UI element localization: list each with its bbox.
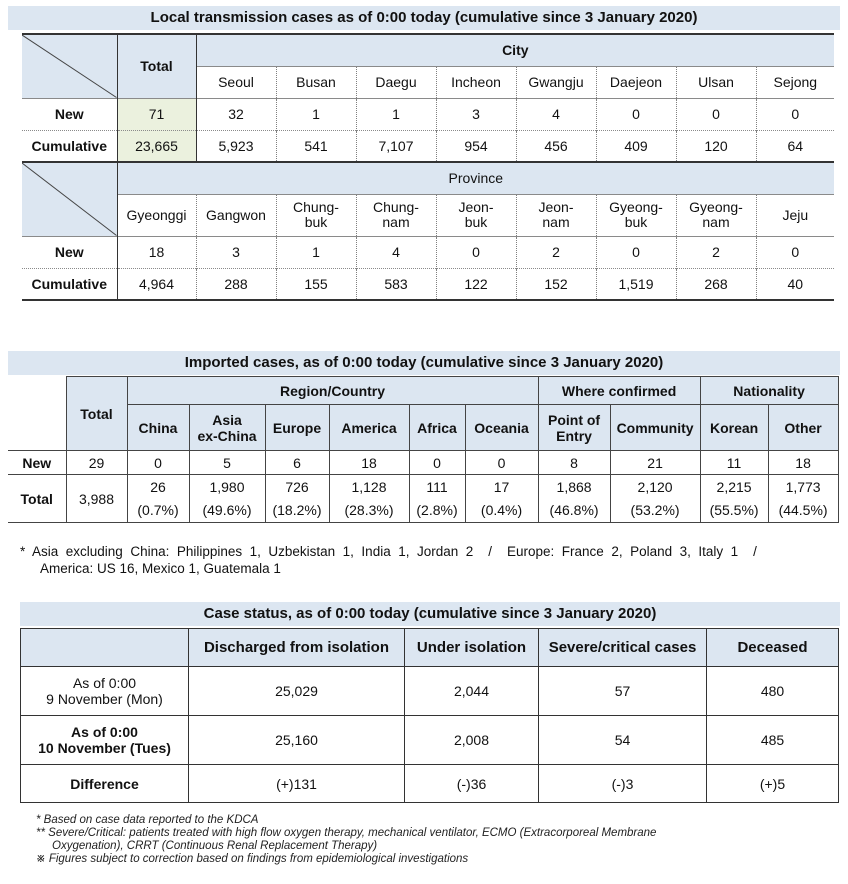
city-new-value: 4 — [516, 98, 596, 130]
imported-total-value: 2,215 — [700, 475, 768, 499]
new-row-label: New — [22, 98, 117, 130]
difference-value: (+)131 — [189, 765, 405, 803]
city-cumulative-value: 954 — [436, 130, 516, 162]
imported-total-total: 3,988 — [66, 475, 127, 523]
status-value: 485 — [707, 716, 839, 765]
status-column-header: Discharged from isolation — [189, 629, 405, 667]
province-name-header: Gyeong- nam — [676, 194, 756, 236]
status-row-label-line: 10 November (Tues) — [38, 740, 171, 756]
city-new-value: 1 — [276, 98, 356, 130]
city-new-value: 3 — [436, 98, 516, 130]
city-name-header: Ulsan — [676, 66, 756, 98]
imported-new-value: 0 — [127, 451, 189, 475]
province-cumulative-value: 152 — [516, 268, 596, 300]
province-new-value: 2 — [516, 236, 596, 268]
province-new-value: 0 — [756, 236, 834, 268]
province-name-header: Jeju — [756, 194, 834, 236]
imported-column-header: Korean — [700, 405, 768, 451]
province-new-value: 2 — [676, 236, 756, 268]
imported-percent-value: (49.6%) — [189, 499, 265, 523]
imported-new-value: 11 — [700, 451, 768, 475]
province-cumulative-value: 583 — [356, 268, 436, 300]
city-new-value: 0 — [756, 98, 834, 130]
imported-total-value: 1,868 — [538, 475, 610, 499]
city-new-value: 1 — [356, 98, 436, 130]
imported-percent-value: (46.8%) — [538, 499, 610, 523]
imported-percent-value: (0.7%) — [127, 499, 189, 523]
status-value: 25,029 — [189, 667, 405, 716]
city-cumulative-value: 541 — [276, 130, 356, 162]
province-new-value: 4 — [356, 236, 436, 268]
city-group-header: City — [196, 34, 834, 66]
province-new-value: 0 — [436, 236, 516, 268]
province-name-header: Jeon- nam — [516, 194, 596, 236]
status-row-label-line: 9 November (Mon) — [46, 691, 163, 707]
imported-note-line: America: US 16, Mexico 1, Guatemala 1 — [40, 561, 281, 576]
imported-new-label: New — [8, 451, 66, 475]
cumulative-row-label: Cumulative — [22, 130, 117, 162]
city-name-header: Incheon — [436, 66, 516, 98]
status-row-label-line: As of 0:00 — [72, 675, 137, 691]
imported-column-header: Community — [610, 405, 700, 451]
diagonal-line-icon — [22, 163, 117, 236]
status-table-title: Case status, as of 0:00 today (cumulative since 3 January 2020) — [20, 602, 840, 626]
imported-total-value: 26 — [127, 475, 189, 499]
city-name-header: Gwangju — [516, 66, 596, 98]
cumulative-row-label: Cumulative — [22, 268, 117, 300]
difference-label: Difference — [21, 765, 189, 803]
imported-total-value: 111 — [409, 475, 465, 499]
province-new-value: 1 — [276, 236, 356, 268]
province-cumulative-value: 40 — [756, 268, 834, 300]
imported-total-value: 1,980 — [189, 475, 265, 499]
imported-table-title: Imported cases, as of 0:00 today (cumulative since 3 January 2020) — [8, 351, 840, 375]
case-status-table — [20, 628, 839, 803]
imported-note-line: * Asia excluding China: Philippines 1, Uzbekistan 1, India 1, Jordan 2 / Europe: France 2, Poland 3, Italy 1 / — [20, 544, 757, 559]
imported-column-header: Africa — [409, 405, 465, 451]
imported-cases-table — [8, 376, 839, 523]
imported-total-row-label: Total — [8, 475, 66, 523]
status-column-header: Under isolation — [405, 629, 539, 667]
status-value: 2,044 — [405, 667, 539, 716]
city-cumulative-value: 5,923 — [196, 130, 276, 162]
local-table-title: Local transmission cases as of 0:00 today (cumulative since 3 January 2020) — [8, 6, 840, 30]
imported-total-value: 2,120 — [610, 475, 700, 499]
footnote-line: Oxygenation), CRRT (Continuous Renal Replacement Therapy) — [52, 840, 378, 852]
total-header: Total — [117, 34, 196, 98]
imported-new-value: 6 — [265, 451, 329, 475]
imported-column-header: China — [127, 405, 189, 451]
diagonal-header-cell — [22, 162, 117, 236]
city-new-value: 32 — [196, 98, 276, 130]
status-column-header: Severe/critical cases — [539, 629, 707, 667]
status-row-label-line: As of 0:00 — [71, 724, 138, 740]
province-group-header: Province — [117, 162, 834, 194]
imported-new-value: 18 — [329, 451, 409, 475]
imported-percent-value: (18.2%) — [265, 499, 329, 523]
province-new-value: 0 — [596, 236, 676, 268]
difference-value: (-)36 — [405, 765, 539, 803]
imported-new-value: 21 — [610, 451, 700, 475]
city-new-value: 0 — [596, 98, 676, 130]
status-value: 54 — [539, 716, 707, 765]
region-group-header: Region/Country — [127, 377, 538, 405]
status-value: 480 — [707, 667, 839, 716]
status-value: 57 — [539, 667, 707, 716]
where-confirmed-header: Where confirmed — [538, 377, 700, 405]
city-cumulative-value: 456 — [516, 130, 596, 162]
diagonal-header-cell — [22, 34, 117, 98]
footnote-line: ※ Figures subject to correction based on findings from epidemiological investigations — [36, 853, 469, 865]
imported-column-header: America — [329, 405, 409, 451]
new-row-label: New — [22, 236, 117, 268]
imported-total-value: 726 — [265, 475, 329, 499]
local-transmission-table — [22, 33, 834, 301]
imported-percent-value: (55.5%) — [700, 499, 768, 523]
city-name-header: Daegu — [356, 66, 436, 98]
province-cumulative-value: 4,964 — [117, 268, 196, 300]
imported-column-header: Asia ex-China — [189, 405, 265, 451]
footnotes — [36, 814, 656, 866]
difference-value: (-)3 — [539, 765, 707, 803]
city-name-header: Daejeon — [596, 66, 676, 98]
city-name-header: Busan — [276, 66, 356, 98]
status-column-header: Deceased — [707, 629, 839, 667]
status-value: 25,160 — [189, 716, 405, 765]
imported-total-value: 1,773 — [768, 475, 838, 499]
city-cumulative-value: 7,107 — [356, 130, 436, 162]
total-cumulative-value: 23,665 — [117, 130, 196, 162]
province-name-header: Chung- buk — [276, 194, 356, 236]
imported-percent-value: (53.2%) — [610, 499, 700, 523]
province-cumulative-value: 268 — [676, 268, 756, 300]
imported-percent-value: (44.5%) — [768, 499, 838, 523]
imported-total-header: Total — [66, 377, 127, 451]
imported-total-value: 1,128 — [329, 475, 409, 499]
city-cumulative-value: 409 — [596, 130, 676, 162]
status-row-label — [21, 667, 189, 716]
nationality-header: Nationality — [700, 377, 838, 405]
imported-new-value: 18 — [768, 451, 838, 475]
city-cumulative-value: 64 — [756, 130, 834, 162]
imported-percent-value: (0.4%) — [465, 499, 538, 523]
difference-value: (+)5 — [707, 765, 839, 803]
imported-column-header: Point of Entry — [538, 405, 610, 451]
city-name-header: Seoul — [196, 66, 276, 98]
empty-header-cell — [8, 377, 66, 451]
city-name-header: Sejong — [756, 66, 834, 98]
imported-new-value: 8 — [538, 451, 610, 475]
imported-percent-value: (28.3%) — [329, 499, 409, 523]
imported-column-header: Oceania — [465, 405, 538, 451]
imported-new-value: 0 — [409, 451, 465, 475]
province-name-header: Gyeonggi — [117, 194, 196, 236]
province-cumulative-value: 1,519 — [596, 268, 676, 300]
total-new-value: 71 — [117, 98, 196, 130]
imported-note — [20, 543, 757, 577]
city-new-value: 0 — [676, 98, 756, 130]
imported-total-new: 29 — [66, 451, 127, 475]
footnote-line: * Based on case data reported to the KDCA — [36, 814, 259, 826]
diagonal-line-icon — [22, 35, 117, 98]
city-cumulative-value: 120 — [676, 130, 756, 162]
province-name-header: Chung- nam — [356, 194, 436, 236]
imported-new-value: 5 — [189, 451, 265, 475]
province-name-header: Gyeong- buk — [596, 194, 676, 236]
province-name-header: Gangwon — [196, 194, 276, 236]
imported-column-header: Europe — [265, 405, 329, 451]
imported-total-value: 17 — [465, 475, 538, 499]
province-name-header: Jeon- buk — [436, 194, 516, 236]
imported-new-value: 0 — [465, 451, 538, 475]
status-value: 2,008 — [405, 716, 539, 765]
province-cumulative-value: 288 — [196, 268, 276, 300]
empty-header-cell — [21, 629, 189, 667]
province-cumulative-value: 155 — [276, 268, 356, 300]
status-row-label — [21, 716, 189, 765]
province-new-value: 18 — [117, 236, 196, 268]
imported-column-header: Other — [768, 405, 838, 451]
province-new-value: 3 — [196, 236, 276, 268]
imported-percent-value: (2.8%) — [409, 499, 465, 523]
footnote-line: ** Severe/Critical: patients treated with high flow oxygen therapy, mechanical ventilator, ECMO (Extracorporeal Membrane — [36, 827, 657, 839]
province-cumulative-value: 122 — [436, 268, 516, 300]
